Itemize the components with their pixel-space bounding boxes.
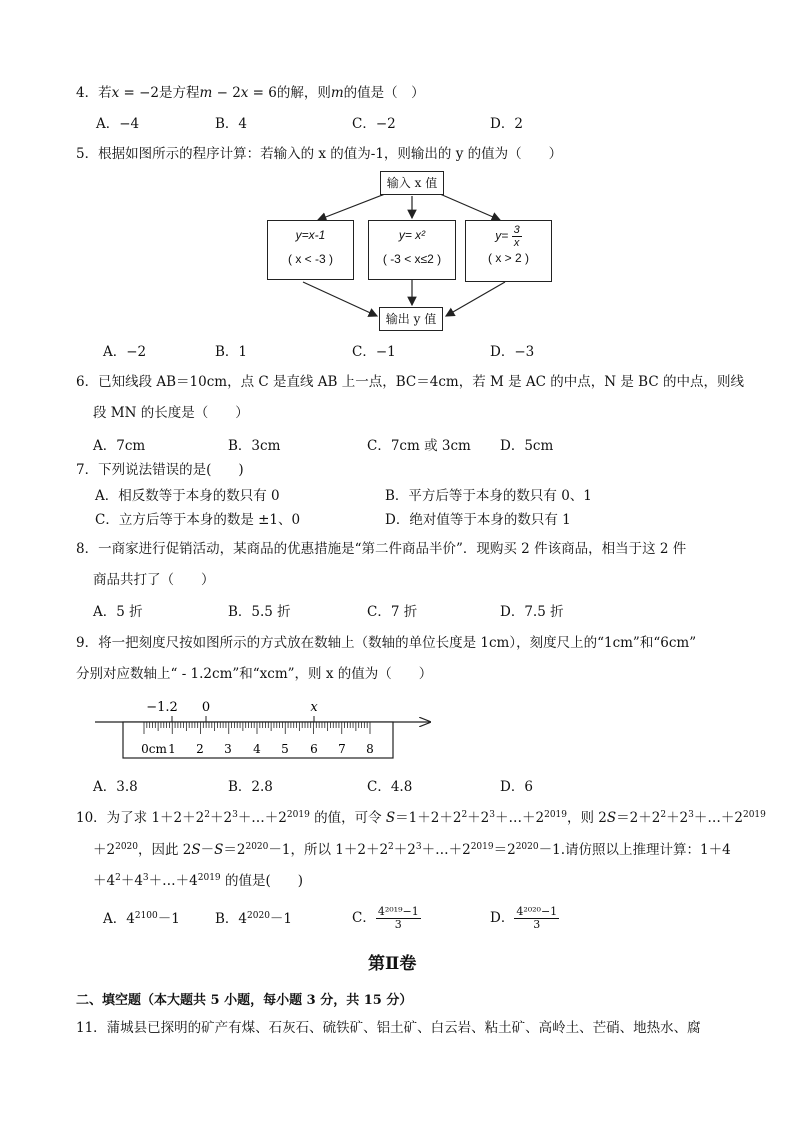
q10-option-d-numerator: 4²⁰²⁰−1	[516, 905, 558, 918]
ruler-label-2: 2	[196, 742, 204, 756]
flow-box-2-formula: y= x²	[398, 228, 426, 242]
q4-stem: 4．若𝑥 = −2是方程𝑚 − 2𝑥 = 6的解，则𝑚的值是（ ）	[76, 85, 425, 101]
q8-option-d: D．7.5 折	[500, 604, 564, 620]
q4-option-a: A．−4	[96, 116, 140, 132]
q8-stem-line2: 商品共打了（ ）	[93, 572, 215, 588]
q9-stem-line2: 分别对应数轴上“ - 1.2cm”和“xcm”，则 x 的值为（ ）	[76, 666, 433, 682]
q10-stem-line2: $+2^{2020}$，因此 $2S-S=2^{2020}-1$，所以 $1+2+2^2+2^3+\dots+2^{2019}=2^{2020}-1$.请仿照以上推理计算：1＋4	[93, 842, 731, 858]
axis-label-x: x	[310, 700, 318, 715]
q10-option-b: B．$4^{2020}-1$	[215, 911, 293, 927]
ruler-label-8: 8	[366, 742, 374, 756]
q5-option-c: C．−1	[352, 344, 396, 360]
q8-option-a: A．5 折	[93, 604, 143, 620]
q10-option-c-numerator: 4²⁰¹⁹−1	[377, 905, 419, 918]
flow-input-box	[380, 171, 444, 195]
q5-stem: 5．根据如图所示的程序计算：若输入的 x 的值为-1，则输出的 y 的值为（ ）	[76, 146, 563, 162]
q5-option-d: D．−3	[490, 344, 535, 360]
ruler-label-0cm: 0cm	[141, 742, 167, 756]
q10-stem-line3: $+4^2+4^3+\dots+4^{2019}$ 的值是( )	[93, 873, 303, 889]
ruler-label-5: 5	[281, 742, 289, 756]
q4-option-d: D．2	[490, 116, 523, 132]
axis-label-zero: 0	[201, 700, 211, 715]
q7-option-c: C．立方后等于本身的数是 ±1、0	[95, 512, 301, 528]
q8-option-b: B．5.5 折	[228, 604, 291, 620]
flow-box-3	[465, 220, 552, 282]
q9-option-d: D．6	[500, 779, 533, 795]
flow-box-3-condition: ( x > 2 )	[487, 251, 529, 265]
flow-box-1	[267, 220, 354, 280]
q6-option-d: D．5cm	[500, 438, 554, 454]
q10-option-c-denominator: 3	[394, 918, 402, 931]
q5-option-b: B．1	[215, 344, 248, 360]
q10-option-d: D． $\frac{\text{4²⁰²⁰−1}}{3}$	[490, 905, 558, 931]
q7-stem: 7．下列说法错误的是( )	[76, 462, 244, 478]
q10-option-a: A．$4^{2100}-1$	[103, 911, 180, 927]
q9-stem-line1: 9．将一把刻度尺按如图所示的方式放在数轴上（数轴的单位长度是 1cm），刻度尺上的“1cm”和“6cm”	[76, 635, 697, 651]
q7-option-a: A．相反数等于本身的数只有 0	[95, 488, 280, 504]
q11-stem-line1: 11．蒲城县已探明的矿产有煤、石灰石、硫铁矿、铝土矿、白云岩、粘土矿、高岭土、芒硝、地热水、腐	[76, 1020, 701, 1036]
ruler-label-3: 3	[224, 742, 232, 756]
flow-output-box	[379, 307, 443, 331]
q6-stem-line1: 6．已知线段 AB＝10cm，点 C 是直线 AB 上一点，BC＝4cm，若 M 是 AC 的中点，N 是 BC 的中点，则线	[76, 374, 744, 390]
ruler-label-6: 6	[310, 742, 318, 756]
flow-box-1-condition: ( x < -3 )	[287, 252, 333, 266]
flow-input-label: 输入 x 值	[386, 176, 438, 190]
flow-box-2-condition: ( -3 < x≤2 )	[382, 252, 442, 266]
q7-option-b: B．平方后等于本身的数只有 0、1	[385, 488, 592, 504]
q4-option-c: C．−2	[352, 116, 396, 132]
ruler-label-4: 4	[253, 742, 261, 756]
q6-option-a: A．7cm	[93, 438, 146, 454]
q8-option-c: C．7 折	[367, 604, 418, 620]
ruler-label-1: 1	[168, 742, 176, 756]
q4-option-b: B．4	[215, 116, 248, 132]
flow-box-2	[368, 220, 456, 280]
q10-option-d-denominator: 3	[533, 918, 541, 931]
section-two-header: 二、填空题（本大题共 5 小题，每小题 3 分，共 15 分）	[76, 993, 413, 1008]
q9-option-c: C．4.8	[367, 779, 413, 795]
flow-box-3-denominator: x	[513, 237, 520, 249]
q8-stem-line1: 8．一商家进行促销活动，某商品的优惠措施是“第二件商品半价”．现购买 2 件该商品，相当于这 2 件	[76, 541, 687, 557]
q6-option-b: B．3cm	[228, 438, 281, 454]
axis-label-neg-1-2: −1.2	[146, 700, 178, 715]
q10-option-c: C． $\frac{\text{4²⁰¹⁹−1}}{3}$	[352, 905, 419, 931]
flow-box-1-formula: y=x-1	[295, 228, 326, 242]
q5-option-a: A．−2	[103, 344, 147, 360]
flow-box-3-numerator: 3	[513, 224, 520, 236]
part-two-title: 第Ⅱ卷	[368, 954, 417, 974]
q9-option-a: A．3.8	[93, 779, 138, 795]
flow-output-label: 输出 y 值	[385, 312, 437, 326]
q6-option-c: C．7cm 或 3cm	[367, 438, 471, 454]
ruler-number-line-figure	[90, 692, 440, 767]
q7-option-d: D．绝对值等于本身的数只有 1	[385, 512, 571, 528]
flow-box-3-formula-prefix: y=	[495, 228, 509, 243]
q6-stem-line2: 段 MN 的长度是（ ）	[93, 405, 249, 421]
q9-option-b: B．2.8	[228, 779, 273, 795]
ruler-label-7: 7	[338, 742, 346, 756]
q10-stem-line1: 10．为了求 $1+2+2^2+2^3+\dots+2^{2019}$ 的值，可令 $S=1+2+2^2+2^3+\dots+2^{2019}$，则 $2S=2+2^2+2^3+\dots+2^{2019}$	[76, 810, 766, 826]
